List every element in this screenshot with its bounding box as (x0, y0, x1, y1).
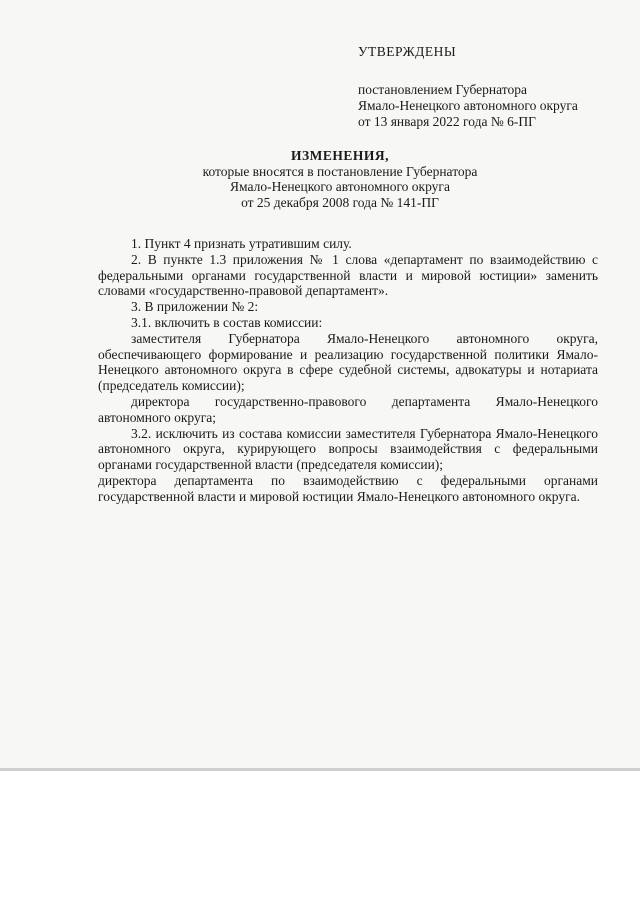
document-body (98, 236, 598, 505)
document-title: ИЗМЕНЕНИЯ, (290, 148, 389, 163)
paragraph-deputy-governor: заместителя Губернатора Ямало-Ненецкого автономного округа, обеспечивающего формирование и реализацию государственной политики Ямало-Ненецкого автономного округа в сфере судебной системы, адвокатуры и нотариата (председатель комиссии); (98, 330, 598, 394)
paragraph-item-3: 3. В приложении № 2: (131, 299, 259, 315)
approval-line-3: от 13 января 2022 года № 6-ПГ (358, 114, 536, 129)
document-heading (90, 148, 590, 210)
approval-line-2: Ямало-Ненецкого автономного округа (358, 98, 578, 113)
paragraph-item-3-2: 3.2. исключить из состава комиссии заместителя Губернатора Ямало-Ненецкого автономного округа, курирующего вопросы взаимодействия с федеральными органами государственной власти (председателя комиссии); (98, 425, 598, 473)
paragraph-director-legal-dept: директора государственно-правового департамента Ямало-Ненецкого автономного округа; (98, 393, 598, 425)
approval-line-1: постановлением Губернатора (358, 82, 527, 97)
heading-line-3: от 25 декабря 2008 года № 141-ПГ (241, 194, 439, 210)
paragraph-item-2: 2. В пункте 1.3 приложения № 1 слова «департамент по взаимодействию с федеральными органами государственной власти и мировой юстиции» заменить словами «государственно-правовой департамент». (98, 251, 598, 299)
approval-block (358, 44, 628, 130)
paragraph-item-1: 1. Пункт 4 признать утратившим силу. (131, 236, 352, 251)
paragraph-director-interaction-dept: директора департамента по взаимодействию с федеральными органами государственной власти и мировой юстиции Ямало-Ненецкого автономного округа. (98, 472, 598, 504)
heading-line-2: Ямало-Ненецкого автономного округа (230, 179, 450, 194)
heading-line-1: которые вносятся в постановление Губернатора (202, 163, 478, 179)
scan-bottom-edge (0, 768, 640, 771)
paragraph-item-3-1: 3.1. включить в состав комиссии: (131, 314, 323, 330)
approval-stamp: УТВЕРЖДЕНЫ (358, 44, 457, 59)
